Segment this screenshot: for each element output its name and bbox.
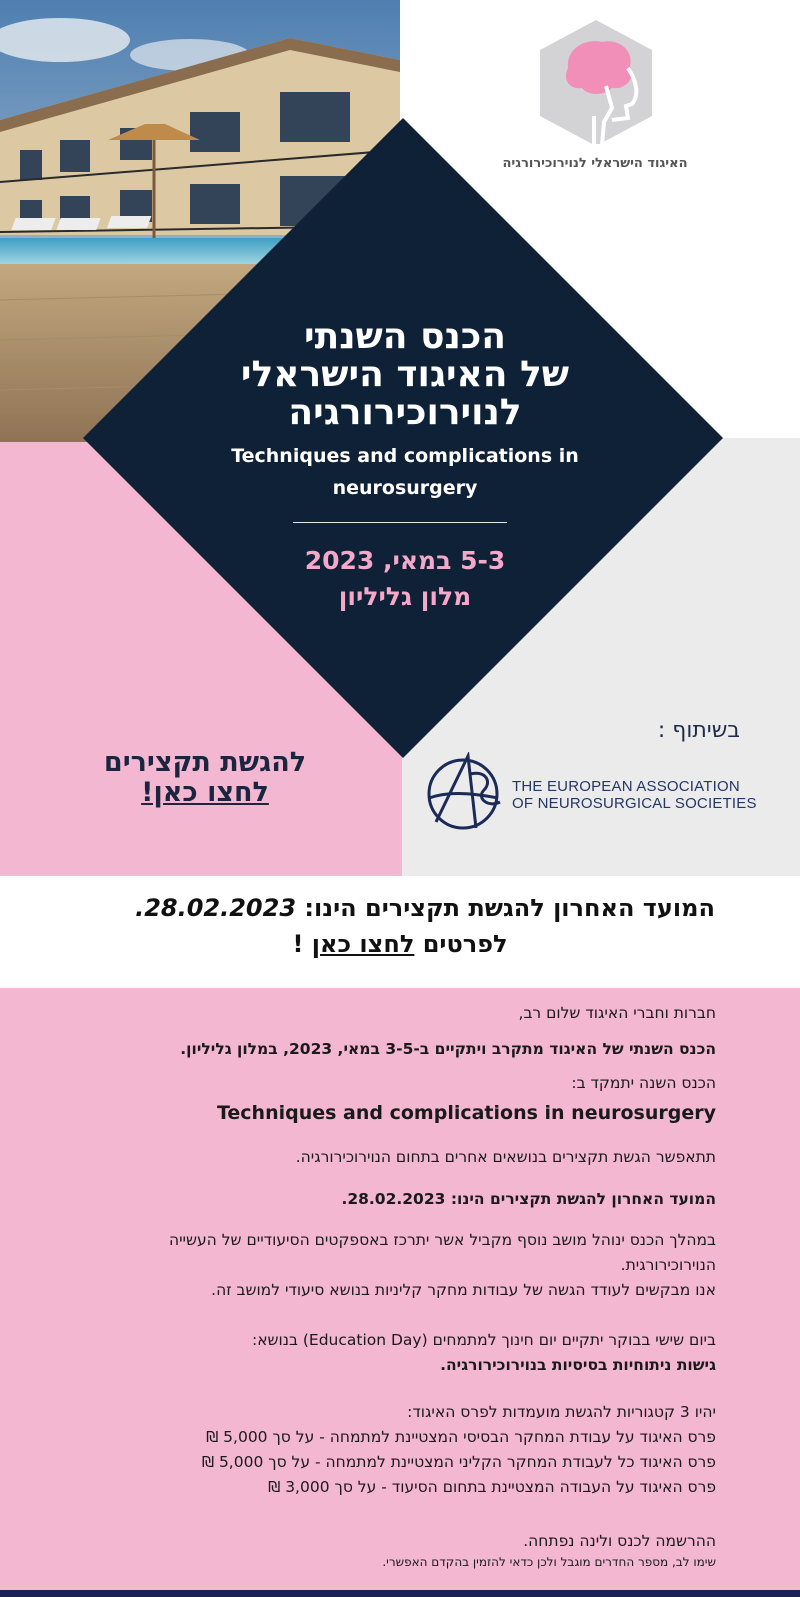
dates-line: 5-3 במאי, 2023 [304,546,506,575]
venue-line: מלון גליליון [338,582,472,611]
eans-logo-icon [426,752,504,832]
registration-open: ההרשמה לכנס ולינה נפתחה. [523,1532,716,1550]
abstract-submission-cta [40,748,370,808]
partner-name-line: THE EUROPEAN ASSOCIATION [512,778,740,795]
education-day [56,1328,716,1378]
invitation-letter [0,988,800,1590]
details-text: לפרטים [414,930,508,958]
deadline-notice [0,876,800,988]
title-line: לנוירוכירורגיה [288,392,522,433]
conference-title [200,318,610,432]
session-line: במהלך הכנס ינוהל מושב נוסף מקביל אשר יתרכז באספקטים הסיעודיים של העשייה [168,1231,716,1249]
deadline-label: המועד האחרון להגשת תקצירים הינו: [450,1190,716,1208]
other-topics: תתאפשר הגשת תקצירים בנושאים אחרים בתחום הנוירוכירורגיה. [295,1148,716,1166]
announcement: הכנס השנתי של האיגוד מתקרב ויתקיים ב-3-5 במאי, 2023, במלון גליליון. [180,1040,716,1058]
divider [293,522,507,523]
title-line: הכנס השנתי [304,316,506,357]
greeting: חברות וחברי האיגוד שלום רב, [518,1004,716,1022]
prize-item: פרס האיגוד על העבודה המצטיינת בתחום הסיעוד - על סך 3,000 ₪ [268,1478,716,1496]
details-link[interactable]: לחצו כאן [311,930,415,958]
conference-dates [200,543,610,615]
focus-topic: Techniques and complications in neurosurgery [216,1102,716,1124]
bottom-border [0,1590,800,1597]
deadline-line [135,890,715,926]
abstract-submit-link[interactable]: לחצו כאן! [141,777,269,808]
education-topic: גישות ניתוחיות בסיסיות בנוירוכירורגיה. [440,1356,716,1374]
partner-name [512,778,757,812]
title-line: של האיגוד הישראלי [240,354,570,395]
theme-line: Techniques and complications in [231,445,579,467]
cta-label: להגשת תקצירים [103,747,307,778]
conference-theme [200,440,610,504]
session-line: הנוירוכירורגית. [620,1256,716,1274]
education-line: ביום שישי בבוקר יתקיים יום חינוך למתמחים (Education Day) בנושא: [251,1331,716,1349]
deadline-date: 28.02.2023. [341,1190,446,1208]
prizes [56,1400,716,1500]
details-suffix: ! [292,930,312,958]
nursing-session [56,1228,716,1303]
partner-label: בשיתוף : [657,718,740,743]
deadline-date: 28.02.2023. [135,894,297,922]
neurosurgery-society-logo-icon [536,20,656,146]
organization-name: האיגוד הישראלי לנוירוכירורגיה [502,156,688,171]
focus-intro: הכנס השנה יתמקד ב: [571,1074,716,1092]
rooms-note: שימו לב, מספר החדרים מוגבל ולכן כדאי להזמין בהקדם האפשרי. [382,1555,716,1569]
prizes-intro: יהיו 3 קטגוריות להגשת מועמדות לפרס האיגוד: [407,1403,716,1421]
session-line: אנו מבקשים לעודד הגשה של עבודות מחקר קליניות בנושא סיעודי למושב זה. [211,1281,716,1299]
partner-name-line: OF NEUROSURGICAL SOCIETIES [512,795,757,812]
prize-item: פרס האיגוד על עבודת המחקר הבסיסי המצטיינת למתמחה - על סך 5,000 ₪ [206,1428,716,1446]
deadline-statement [56,1190,716,1208]
theme-line: neurosurgery [332,477,478,499]
deadline-text: המועד האחרון להגשת תקצירים הינו: [296,894,715,922]
prize-item: פרס האיגוד כל לעבודת המחקר הקליני המצטיינת למתמחה - על סך 5,000 ₪ [201,1453,716,1471]
details-line [0,926,800,962]
title-diamond [83,118,723,758]
